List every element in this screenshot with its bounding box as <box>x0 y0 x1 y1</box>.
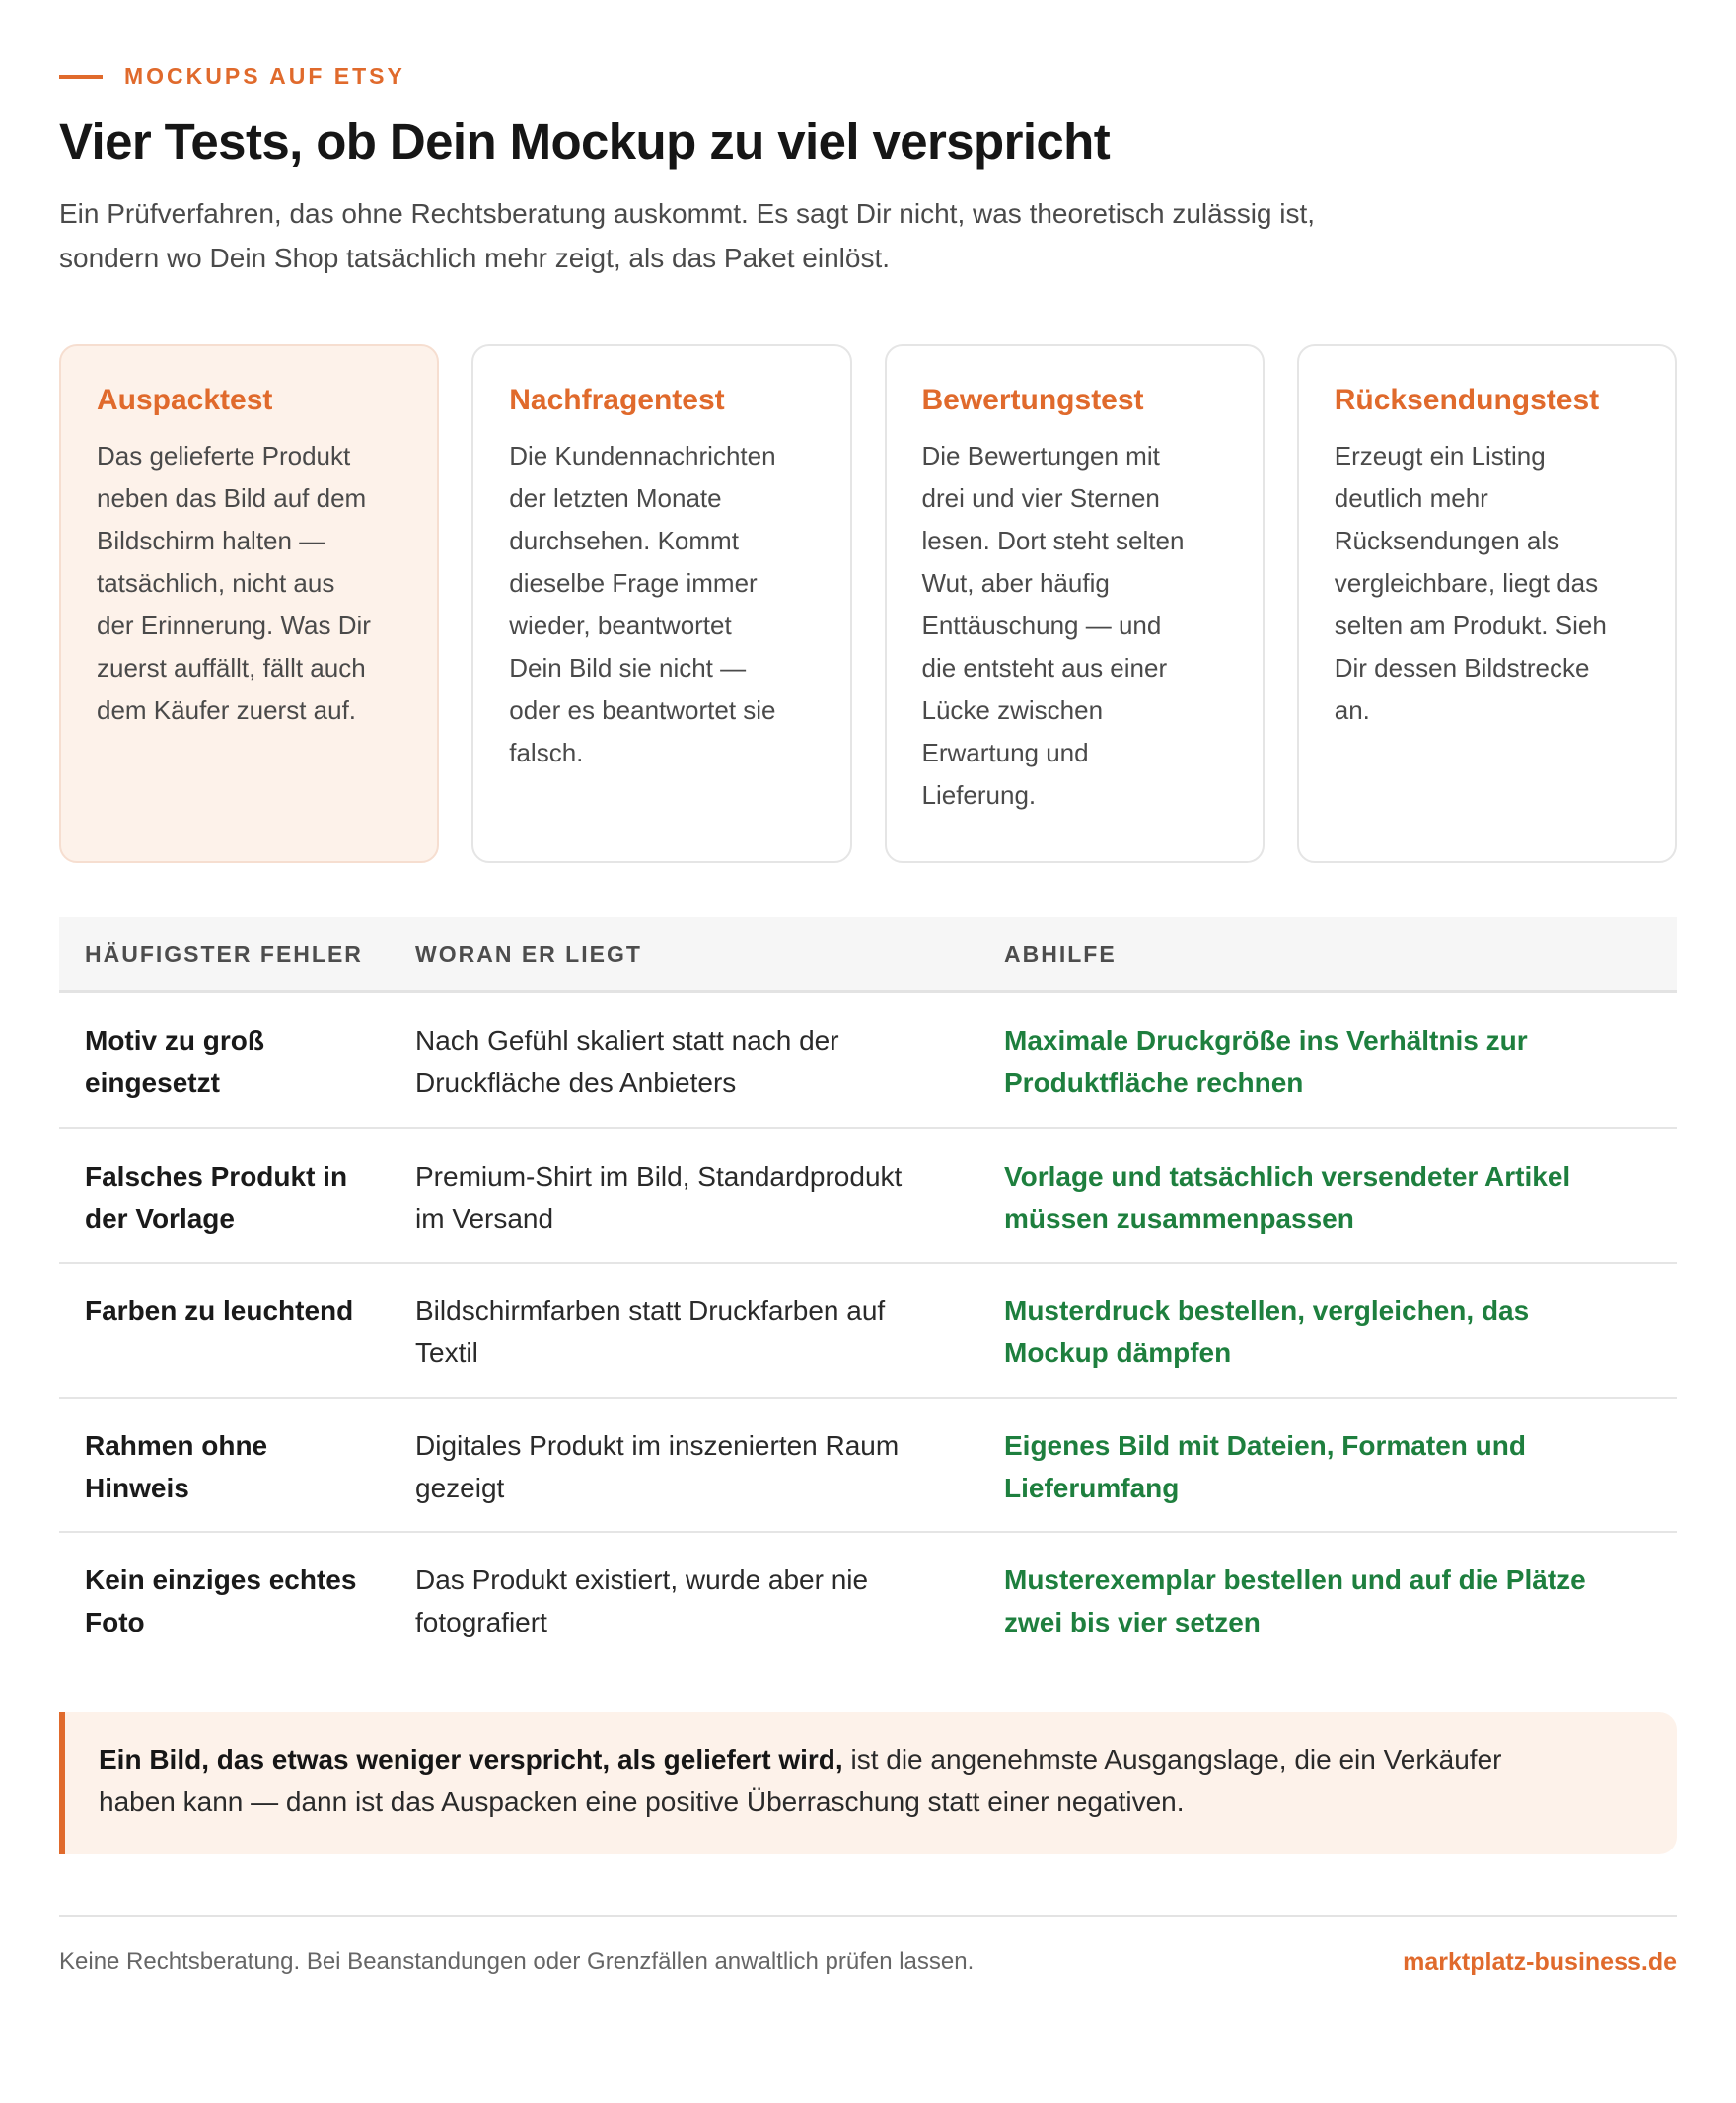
card-line: Die Bewertungen mit <box>921 441 1160 471</box>
cell-line: gezeigt <box>415 1473 505 1503</box>
card-title: Auspacktest <box>97 384 273 416</box>
cell-ursache <box>415 1155 1004 1262</box>
cell-fehler <box>59 1019 415 1127</box>
cell-abhilfe <box>1004 1019 1677 1127</box>
cell-line: Farben zu leuchtend <box>85 1295 354 1326</box>
cell-line: der Vorlage <box>85 1203 235 1234</box>
card-line: wieder, beantwortet <box>509 611 732 640</box>
cell-line: Textil <box>415 1338 478 1368</box>
cell-ursache <box>415 1019 1004 1127</box>
cell-line: müssen zusammenpassen <box>1004 1203 1354 1234</box>
card-line: neben das Bild auf dem <box>97 483 367 513</box>
column-header-abhilfe: ABHILFE <box>1004 940 1117 967</box>
cell-line: Das Produkt existiert, wurde aber nie <box>415 1564 869 1595</box>
cell-line: fotografiert <box>415 1607 547 1637</box>
cell-fehler <box>59 1289 415 1397</box>
card-line: drei und vier Sternen <box>921 483 1160 513</box>
card-line: zuerst auffällt, fällt auch <box>97 653 366 683</box>
callout-text: ist die angenehmste Ausgangslage, die ein Verkäufer <box>842 1744 1502 1775</box>
eyebrow <box>59 63 405 90</box>
table-row <box>59 993 1677 1129</box>
callout-bold: Ein Bild, das etwas weniger verspricht, als geliefert wird, <box>99 1744 843 1775</box>
table-row <box>59 1533 1677 1665</box>
cell-line: Mockup dämpfen <box>1004 1338 1232 1368</box>
card-line: der Erinnerung. Was Dir <box>97 611 371 640</box>
card-line: Erwartung und <box>921 738 1089 767</box>
card-line: Erzeugt ein Listing <box>1334 441 1546 471</box>
cell-line: Musterexemplar bestellen und auf die Plätze <box>1004 1564 1586 1595</box>
card-title: Nachfragentest <box>509 384 725 416</box>
card-title: Bewertungstest <box>921 384 1144 416</box>
cell-line: Premium-Shirt im Bild, Standardprodukt <box>415 1161 903 1192</box>
page-subtitle <box>59 191 1598 280</box>
footer-site-link[interactable]: marktplatz-business.de <box>1403 1948 1677 1976</box>
cell-line: eingesetzt <box>85 1067 220 1098</box>
cell-abhilfe <box>1004 1424 1677 1531</box>
card-line: dem Käufer zuerst auf. <box>97 695 357 725</box>
card-body <box>509 435 814 774</box>
card-title: Rücksendungstest <box>1334 384 1600 416</box>
cell-line: Musterdruck bestellen, vergleichen, das <box>1004 1295 1530 1326</box>
card-line: tatsächlich, nicht aus <box>97 568 335 598</box>
card-bewertungstest <box>885 344 1265 863</box>
callout-line-2: haben kann — dann ist das Auspacken eine positive Überraschung statt einer negativen. <box>99 1786 1185 1817</box>
cell-line: Druckfläche des Anbieters <box>415 1067 737 1098</box>
cell-line: Kein einziges echtes <box>85 1564 357 1595</box>
card-line: selten am Produkt. Sieh <box>1334 611 1607 640</box>
eyebrow-label: MOCKUPS AUF ETSY <box>124 63 405 89</box>
card-line: Rücksendungen als <box>1334 526 1560 555</box>
cell-line: Hinweis <box>85 1473 189 1503</box>
cell-line: Rahmen ohne <box>85 1430 268 1461</box>
card-line: dieselbe Frage immer <box>509 568 758 598</box>
table-row <box>59 1129 1677 1264</box>
cell-ursache <box>415 1559 1004 1665</box>
card-line: der letzten Monate <box>509 483 722 513</box>
cell-line: Falsches Produkt in <box>85 1161 348 1192</box>
cell-line: Vorlage und tatsächlich versendeter Artikel <box>1004 1161 1571 1192</box>
card-line: oder es beantwortet sie <box>509 695 776 725</box>
table-header <box>59 917 1677 993</box>
error-table <box>59 917 1677 1665</box>
card-line: durchsehen. Kommt <box>509 526 739 555</box>
card-line: falsch. <box>509 738 584 767</box>
subtitle-line-1: Ein Prüfverfahren, das ohne Rechtsberatung auskommt. Es sagt Dir nicht, was theoretisch zulässig ist, <box>59 198 1316 229</box>
cell-line: zwei bis vier setzen <box>1004 1607 1261 1637</box>
card-line: Dir dessen Bildstrecke <box>1334 653 1590 683</box>
card-body <box>97 435 401 732</box>
card-line: Enttäuschung — und <box>921 611 1162 640</box>
card-nachfragentest <box>471 344 851 863</box>
card-line: an. <box>1334 695 1370 725</box>
card-line: Das gelieferte Produkt <box>97 441 351 471</box>
cell-fehler <box>59 1155 415 1262</box>
test-cards <box>59 344 1677 863</box>
subtitle-line-2: sondern wo Dein Shop tatsächlich mehr zeigt, als das Paket einlöst. <box>59 243 891 273</box>
card-line: vergleichbare, liegt das <box>1334 568 1599 598</box>
cell-abhilfe <box>1004 1289 1677 1397</box>
cell-line: im Versand <box>415 1203 554 1234</box>
card-auspacktest <box>59 344 439 863</box>
table-row <box>59 1264 1677 1399</box>
card-line: lesen. Dort steht selten <box>921 526 1185 555</box>
card-line: Lücke zwischen <box>921 695 1104 725</box>
cell-line: Lieferumfang <box>1004 1473 1180 1503</box>
card-line: die entsteht aus einer <box>921 653 1168 683</box>
card-line: Bildschirm halten — <box>97 526 326 555</box>
cell-line: Motiv zu groß <box>85 1025 264 1055</box>
callout-box <box>59 1712 1677 1854</box>
cell-abhilfe <box>1004 1155 1677 1262</box>
cell-abhilfe <box>1004 1559 1677 1665</box>
card-ruecksendungstest <box>1297 344 1677 863</box>
cell-fehler <box>59 1424 415 1531</box>
cell-line: Nach Gefühl skaliert statt nach der <box>415 1025 839 1055</box>
page-title: Vier Tests, ob Dein Mockup zu viel verspricht <box>59 113 1111 170</box>
footer-divider <box>59 1915 1677 1917</box>
card-line: deutlich mehr <box>1334 483 1488 513</box>
callout-line-1 <box>99 1738 1643 1780</box>
cell-line: Eigenes Bild mit Dateien, Formaten und <box>1004 1430 1526 1461</box>
cell-fehler <box>59 1559 415 1665</box>
card-body <box>1335 435 1639 732</box>
cell-line: Digitales Produkt im inszenierten Raum <box>415 1430 900 1461</box>
cell-line: Maximale Druckgröße ins Verhältnis zur <box>1004 1025 1528 1055</box>
cell-ursache <box>415 1289 1004 1397</box>
card-line: Wut, aber häufig <box>921 568 1110 598</box>
column-header-fehler: HÄUFIGSTER FEHLER <box>85 940 363 967</box>
card-line: Die Kundennachrichten <box>509 441 776 471</box>
card-line: Lieferung. <box>921 780 1037 810</box>
cell-line: Bildschirmfarben statt Druckfarben auf <box>415 1295 886 1326</box>
cell-line: Foto <box>85 1607 145 1637</box>
card-line: Dein Bild sie nicht — <box>509 653 747 683</box>
footer-disclaimer: Keine Rechtsberatung. Bei Beanstandungen oder Grenzfällen anwaltlich prüfen lassen. <box>59 1948 975 1975</box>
eyebrow-line <box>59 75 103 79</box>
card-body <box>922 435 1227 817</box>
cell-ursache <box>415 1424 1004 1531</box>
cell-line: Produktfläche rechnen <box>1004 1067 1304 1098</box>
table-row <box>59 1399 1677 1533</box>
column-header-ursache: WORAN ER LIEGT <box>415 940 642 967</box>
